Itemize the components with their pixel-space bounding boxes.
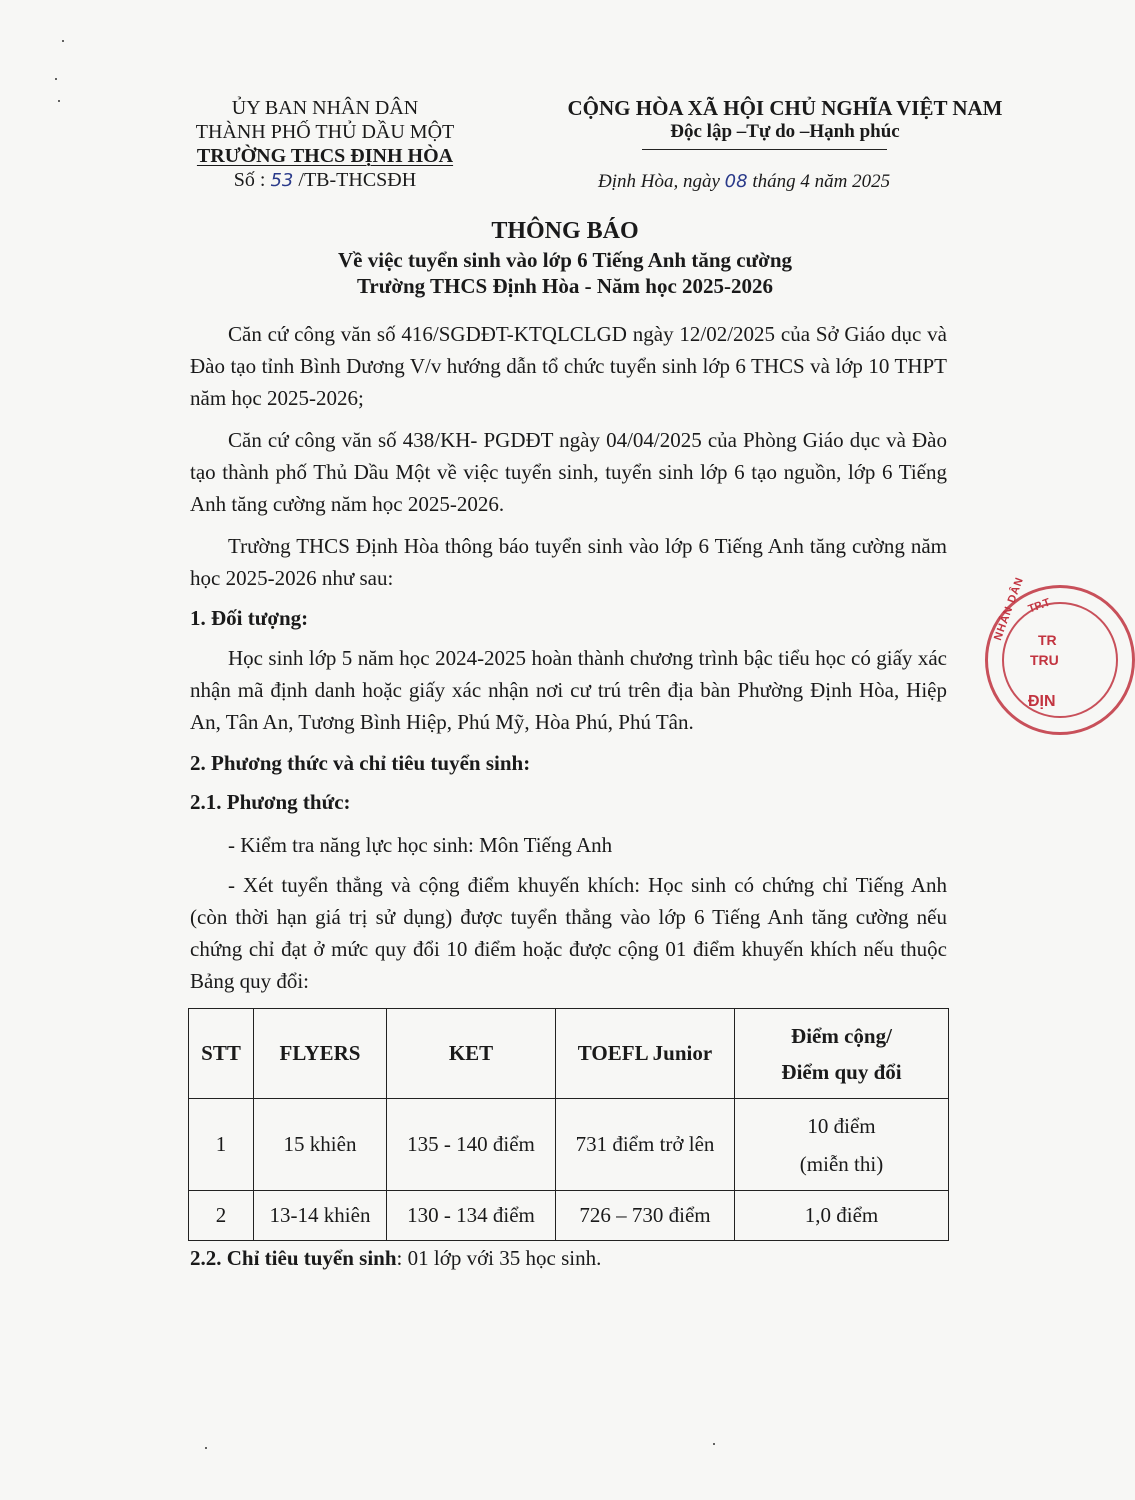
stamp-line1: TR (1038, 632, 1057, 648)
scan-speck (58, 100, 60, 102)
official-stamp (985, 575, 1135, 735)
date-prefix: Định Hòa, ngày (598, 171, 720, 192)
section-1-heading: 1. Đối tượng: (190, 606, 309, 630)
date-day-handwritten: 08 (724, 171, 748, 192)
cell: 726 – 730 điểm (556, 1191, 735, 1241)
issuer-line3: TRƯỜNG THCS ĐỊNH HÒA (196, 145, 454, 167)
cell: 2 (189, 1191, 254, 1241)
number-prefix: Số : (233, 169, 266, 191)
national-title: CỘNG HÒA XÃ HỘI CHỦ NGHĨA VIỆT NAM (567, 96, 1003, 120)
stamp-inner-ring (1002, 602, 1118, 718)
number-handwritten: 53 (270, 170, 294, 191)
section-2-2-heading: 2.2. Chỉ tiêu tuyển sinh (190, 1246, 397, 1270)
header-points-line2: Điểm quy đổi (781, 1059, 902, 1084)
header-toefl: TOEFL Junior (556, 1009, 735, 1099)
stamp-top-text: TP.T (1026, 596, 1052, 616)
document-subtitle-2: Trường THCS Định Hòa - Năm học 2025-2026 (356, 274, 774, 298)
issuer-line1: ỦY BAN NHÂN DÂN (231, 97, 419, 119)
paragraph-2: Căn cứ công văn số 438/KH- PGDĐT ngày 04/04/2025 của Phòng Giáo dục và Đào tạo thành phố Thủ Dầu Một về việc tuyển sinh, tuyển sinh lớp 6 tạo nguồn, lớp 6 Tiếng Anh tăng cường năm học 2025-2026. (190, 428, 947, 516)
cell-line1: 10 điểm (807, 1113, 876, 1138)
number-suffix: /TB-THCSĐH (298, 169, 417, 191)
section-2-heading: 2. Phương thức và chỉ tiêu tuyển sinh: (190, 751, 531, 775)
cell: 13-14 khiên (254, 1191, 387, 1241)
paragraph-1: Căn cứ công văn số 416/SGDĐT-KTQLCLGD ngày 12/02/2025 của Sở Giáo dục và Đào tạo tỉnh Bình Dương V/v hướng dẫn tổ chức tuyển sinh lớp 6 THCS và lớp 10 THPT năm học 2025-2026; (190, 322, 947, 410)
national-motto: Độc lập –Tự do –Hạnh phúc (670, 121, 900, 142)
section-2-1-heading: 2.1. Phương thức: (190, 790, 351, 814)
paragraph-3: Trường THCS Định Hòa thông báo tuyển sinh vào lớp 6 Tiếng Anh tăng cường năm học 2025-2026 như sau: (190, 534, 947, 590)
cell-line2: (miễn thi) (799, 1151, 884, 1176)
stamp-line3: ĐỊN (1028, 693, 1056, 710)
header-stt: STT (189, 1009, 254, 1099)
header-ket: KET (387, 1009, 556, 1099)
cell: 135 - 140 điểm (387, 1099, 556, 1191)
header-flyers: FLYERS (254, 1009, 387, 1099)
scan-speck (62, 40, 64, 42)
method-2: - Xét tuyển thẳng và cộng điểm khuyến khích: Học sinh có chứng chỉ Tiếng Anh (còn thời hạn giá trị sử dụng) được tuyển thẳng vào lớp 6 Tiếng Anh tăng cường nếu chứng chỉ đạt ở mức quy đổi 10 điểm hoặc được cộng 01 điểm khuyến khích nếu thuộc Bảng quy đổi: (190, 873, 947, 993)
document-subtitle-1: Về việc tuyển sinh vào lớp 6 Tiếng Anh tăng cường (338, 248, 792, 272)
cell: 15 khiên (254, 1099, 387, 1191)
date-suffix: tháng 4 năm 2025 (752, 171, 891, 192)
scan-speck (205, 1447, 207, 1449)
cell: 731 điểm trở lên (556, 1099, 735, 1191)
section-1-text: Học sinh lớp 5 năm học 2024-2025 hoàn thành chương trình bậc tiểu học có giấy xác nhận mã định danh hoặc giấy xác nhận nơi cư trú trên địa bàn Phường Định Hòa, Hiệp An, Tân An, Tương Bình Hiệp, Phú Mỹ, Hòa Phú, Phú Tân. (190, 646, 947, 734)
scan-speck (713, 1443, 715, 1445)
section-2-2-text: : 01 lớp với 35 học sinh. (396, 1246, 602, 1270)
cell: 1,0 điểm (735, 1191, 949, 1241)
cell: 1 (189, 1099, 254, 1191)
stamp-ring-text: NHÂN DÂN (992, 575, 1027, 643)
issuer-line2: THÀNH PHỐ THỦ DẦU MỘT (195, 121, 455, 143)
stamp-line2: TRU (1030, 652, 1059, 668)
cell: 130 - 134 điểm (387, 1191, 556, 1241)
scan-speck (55, 78, 57, 80)
document-title: THÔNG BÁO (491, 218, 639, 244)
method-1: - Kiểm tra năng lực học sinh: Môn Tiếng Anh (228, 833, 613, 857)
header-points-line1: Điểm cộng/ (791, 1023, 892, 1048)
